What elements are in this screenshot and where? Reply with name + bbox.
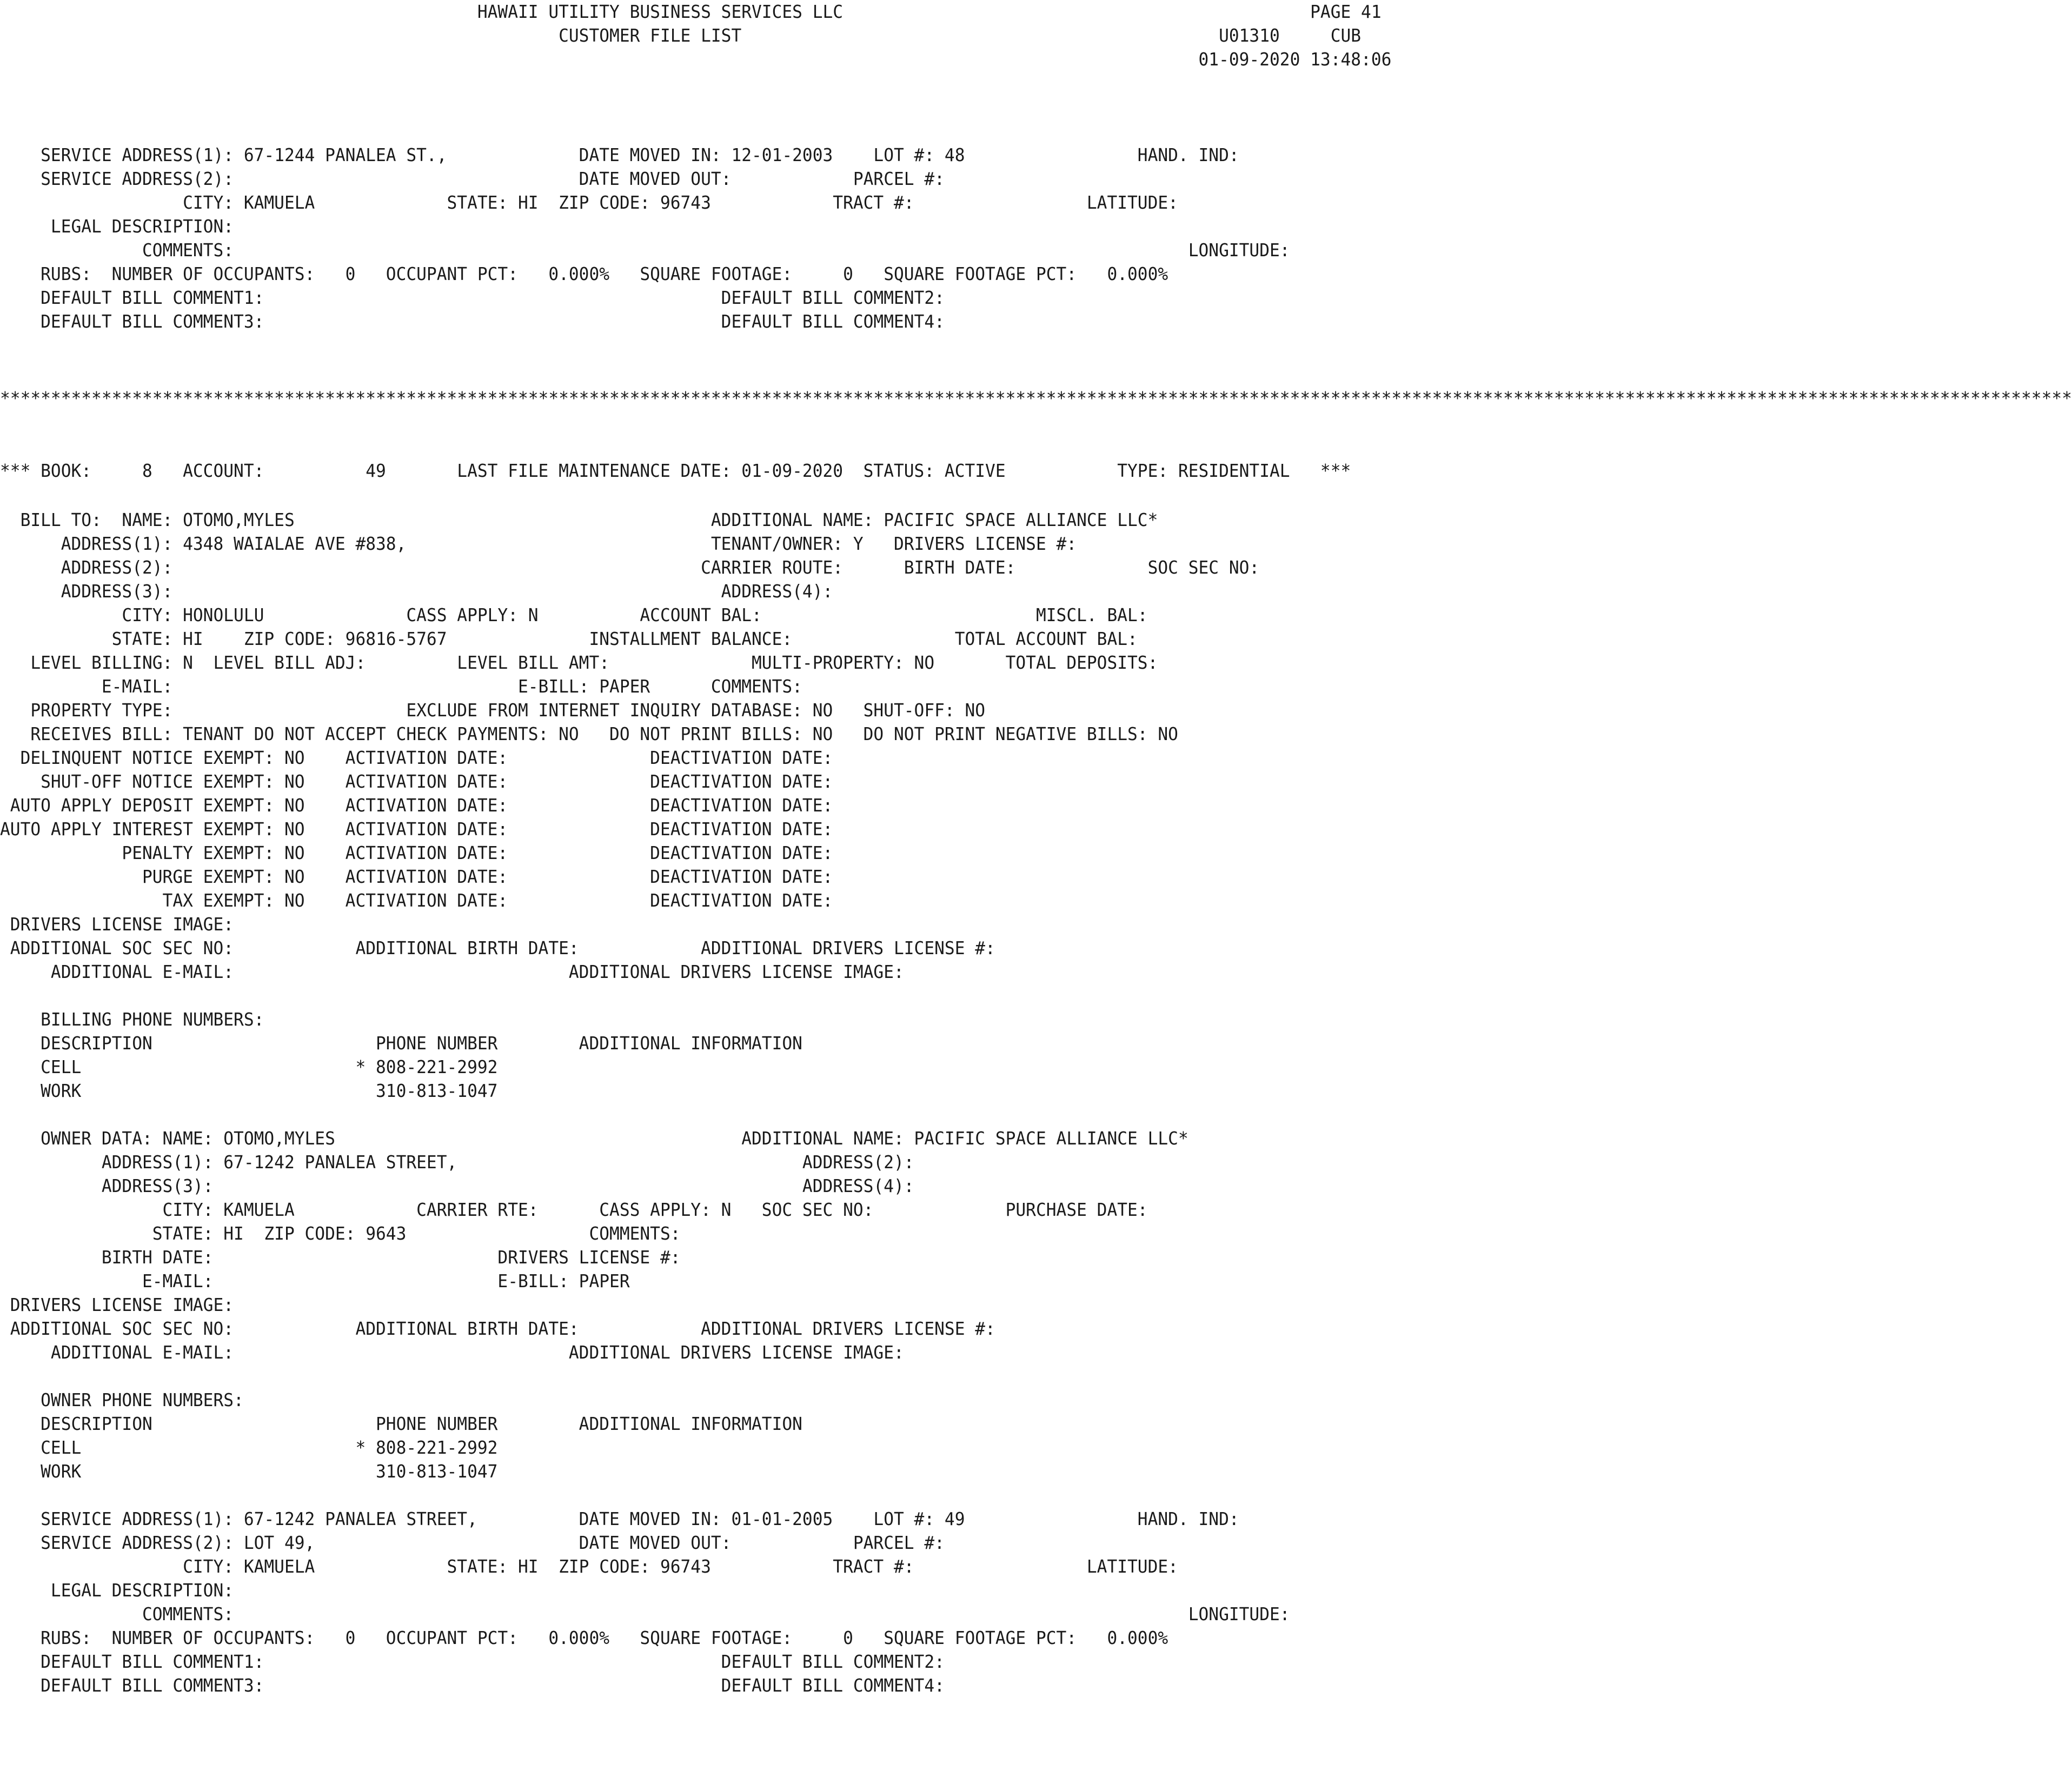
exemption-row: PENALTY EXEMPT: NO ACTIVATION DATE: DEACTIVATION DATE: <box>0 843 833 863</box>
additional-email-line: ADDITIONAL E-MAIL: ADDITIONAL DRIVERS LICENSE IMAGE: <box>0 962 904 982</box>
rubs-line: RUBS: NUMBER OF OCCUPANTS: 0 OCCUPANT PCT: 0.000% SQUARE FOOTAGE: 0 SQUARE FOOTAGE PCT: 0.000% <box>0 1628 1168 1648</box>
legal-description-line: LEGAL DESCRIPTION: <box>0 1580 234 1601</box>
phone-row: WORK 310-813-1047 <box>0 1081 498 1101</box>
report-title-line: CUSTOMER FILE LIST U01310 CUB <box>0 25 1362 46</box>
bill-to-state-line: STATE: HI ZIP CODE: 96816-5767 INSTALLMENT BALANCE: TOTAL ACCOUNT BAL: <box>0 629 1138 649</box>
default-bill-comment-3-4-line: DEFAULT BILL COMMENT3: DEFAULT BILL COMMENT4: <box>0 1675 945 1696</box>
report-company-line: HAWAII UTILITY BUSINESS SERVICES LLC PAGE 41 <box>0 2 1382 22</box>
owner-state-line: STATE: HI ZIP CODE: 9643 COMMENTS: <box>0 1223 681 1244</box>
service-address-1-line: SERVICE ADDRESS(1): 67-1242 PANALEA STREET, DATE MOVED IN: 01-01-2005 LOT #: 49 HAND. IND: <box>0 1509 1239 1529</box>
service-city-line: CITY: KAMUELA STATE: HI ZIP CODE: 96743 TRACT #: LATITUDE: <box>0 1556 1178 1577</box>
record-separator: ************************************************************************************************************************************************************************************************************ <box>0 388 2072 409</box>
prev-comments-line: COMMENTS: LONGITUDE: <box>0 240 1290 261</box>
receives-bill-line: RECEIVES BILL: TENANT DO NOT ACCEPT CHECK PAYMENTS: NO DO NOT PRINT BILLS: NO DO NOT PRINT NEGATIVE BILLS: NO <box>0 724 1178 744</box>
owner-drivers-license-image-line: DRIVERS LICENSE IMAGE: <box>0 1295 234 1315</box>
email-ebill-line: E-MAIL: E-BILL: PAPER COMMENTS: <box>0 676 802 697</box>
exemption-row: TAX EXEMPT: NO ACTIVATION DATE: DEACTIVATION DATE: <box>0 890 833 911</box>
owner-address-3-line: ADDRESS(3): ADDRESS(4): <box>0 1176 914 1196</box>
bill-to-name-line: BILL TO: NAME: OTOMO,MYLES ADDITIONAL NAME: PACIFIC SPACE ALLIANCE LLC* <box>0 510 1158 530</box>
phone-row: CELL * 808-221-2992 <box>0 1437 498 1458</box>
exemption-row: PURGE EXEMPT: NO ACTIVATION DATE: DEACTIVATION DATE: <box>0 867 833 887</box>
property-type-line: PROPERTY TYPE: EXCLUDE FROM INTERNET INQUIRY DATABASE: NO SHUT-OFF: NO <box>0 700 986 721</box>
owner-address-1-line: ADDRESS(1): 67-1242 PANALEA STREET, ADDRESS(2): <box>0 1152 914 1173</box>
prev-rubs-line: RUBS: NUMBER OF OCCUPANTS: 0 OCCUPANT PCT: 0.000% SQUARE FOOTAGE: 0 SQUARE FOOTAGE PCT: 0.000% <box>0 264 1168 284</box>
bill-to-address-2-line: ADDRESS(2): CARRIER ROUTE: BIRTH DATE: SOC SEC NO: <box>0 557 1260 578</box>
level-billing-line: LEVEL BILLING: N LEVEL BILL ADJ: LEVEL BILL AMT: MULTI-PROPERTY: NO TOTAL DEPOSITS: <box>0 653 1158 673</box>
owner-phones-title: OWNER PHONE NUMBERS: <box>0 1390 244 1410</box>
prev-default-bill-comment-3-4-line: DEFAULT BILL COMMENT3: DEFAULT BILL COMMENT4: <box>0 311 945 332</box>
exemption-row: DELINQUENT NOTICE EXEMPT: NO ACTIVATION DATE: DEACTIVATION DATE: <box>0 748 833 768</box>
phone-row: CELL * 808-221-2992 <box>0 1057 498 1077</box>
comments-longitude-line: COMMENTS: LONGITUDE: <box>0 1604 1290 1625</box>
exemption-row: AUTO APPLY INTEREST EXEMPT: NO ACTIVATION DATE: DEACTIVATION DATE: <box>0 819 833 840</box>
billing-phones-header: DESCRIPTION PHONE NUMBER ADDITIONAL INFORMATION <box>0 1033 802 1054</box>
owner-email-line: E-MAIL: E-BILL: PAPER <box>0 1271 630 1292</box>
owner-additional-soc-sec-line: ADDITIONAL SOC SEC NO: ADDITIONAL BIRTH DATE: ADDITIONAL DRIVERS LICENSE #: <box>0 1319 995 1339</box>
additional-soc-sec-line: ADDITIONAL SOC SEC NO: ADDITIONAL BIRTH DATE: ADDITIONAL DRIVERS LICENSE #: <box>0 938 995 958</box>
account-header-line: *** BOOK: 8 ACCOUNT: 49 LAST FILE MAINTENANCE DATE: 01-09-2020 STATUS: ACTIVE TYPE: RESIDENTIAL *** <box>0 461 1351 481</box>
exemption-row: SHUT-OFF NOTICE EXEMPT: NO ACTIVATION DATE: DEACTIVATION DATE: <box>0 771 833 792</box>
prev-service-address-1-line: SERVICE ADDRESS(1): 67-1244 PANALEA ST., DATE MOVED IN: 12-01-2003 LOT #: 48 HAND. IND: <box>0 145 1239 165</box>
billing-phones-title: BILLING PHONE NUMBERS: <box>0 1009 264 1030</box>
bill-to-address-3-line: ADDRESS(3): ADDRESS(4): <box>0 581 833 602</box>
exemption-row: AUTO APPLY DEPOSIT EXEMPT: NO ACTIVATION DATE: DEACTIVATION DATE: <box>0 795 833 816</box>
prev-service-city-line: CITY: KAMUELA STATE: HI ZIP CODE: 96743 TRACT #: LATITUDE: <box>0 192 1178 213</box>
owner-city-line: CITY: KAMUELA CARRIER RTE: CASS APPLY: N SOC SEC NO: PURCHASE DATE: <box>0 1200 1148 1220</box>
owner-additional-email-line: ADDITIONAL E-MAIL: ADDITIONAL DRIVERS LICENSE IMAGE: <box>0 1342 904 1363</box>
service-address-2-line: SERVICE ADDRESS(2): LOT 49, DATE MOVED OUT: PARCEL #: <box>0 1533 945 1553</box>
report-datetime-line: 01-09-2020 13:48:06 <box>0 49 1392 70</box>
prev-legal-description-line: LEGAL DESCRIPTION: <box>0 216 234 237</box>
prev-default-bill-comment-1-2-line: DEFAULT BILL COMMENT1: DEFAULT BILL COMMENT2: <box>0 288 945 308</box>
bill-to-address-1-line: ADDRESS(1): 4348 WAIALAE AVE #838, TENANT/OWNER: Y DRIVERS LICENSE #: <box>0 534 1077 554</box>
bill-to-city-line: CITY: HONOLULU CASS APPLY: N ACCOUNT BAL: MISCL. BAL: <box>0 605 1148 625</box>
default-bill-comment-1-2-line: DEFAULT BILL COMMENT1: DEFAULT BILL COMMENT2: <box>0 1652 945 1672</box>
prev-service-address-2-line: SERVICE ADDRESS(2): DATE MOVED OUT: PARCEL #: <box>0 169 945 189</box>
owner-birth-date-line: BIRTH DATE: DRIVERS LICENSE #: <box>0 1247 681 1268</box>
phone-row: WORK 310-813-1047 <box>0 1461 498 1482</box>
drivers-license-image-line: DRIVERS LICENSE IMAGE: <box>0 914 234 935</box>
owner-name-line: OWNER DATA: NAME: OTOMO,MYLES ADDITIONAL NAME: PACIFIC SPACE ALLIANCE LLC* <box>0 1128 1188 1149</box>
owner-phones-header: DESCRIPTION PHONE NUMBER ADDITIONAL INFORMATION <box>0 1414 802 1434</box>
